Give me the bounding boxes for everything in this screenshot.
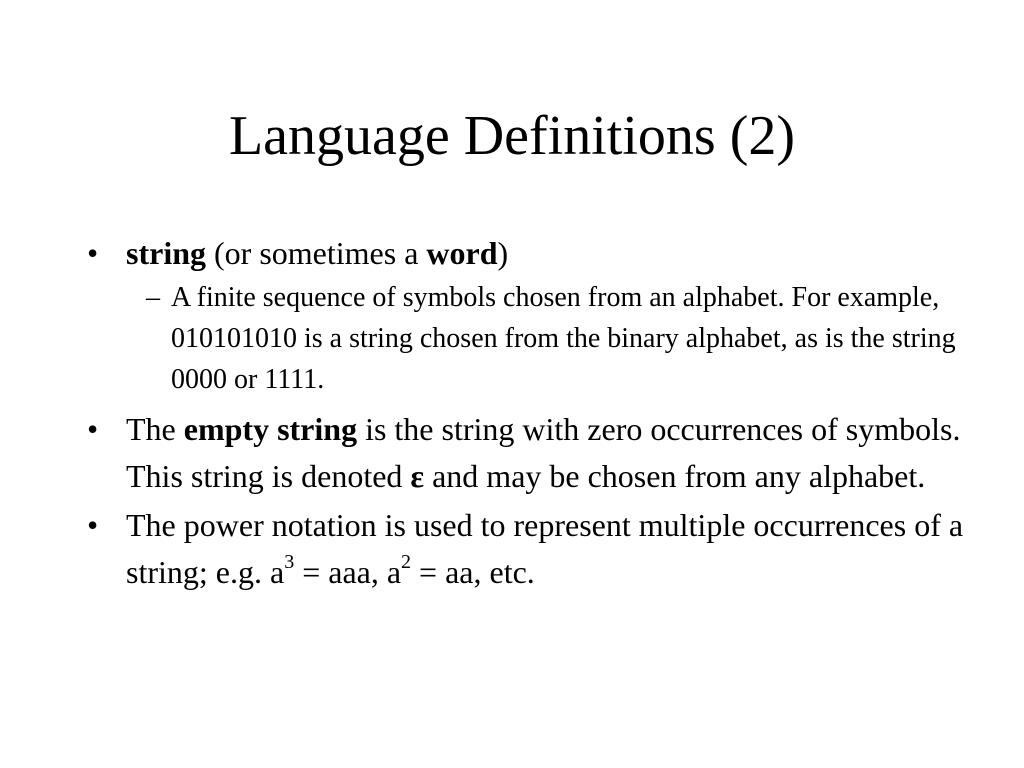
bullet-string-definition xyxy=(87,230,967,400)
bullet-empty-string xyxy=(87,406,967,500)
epsilon-symbol: ε xyxy=(410,458,425,494)
bullet-marker: • xyxy=(87,235,99,271)
bullet-list xyxy=(87,230,967,598)
exponent-3: 3 xyxy=(284,551,295,574)
bullet-text: is the string with zero occurrences of symbols. This string is denoted xyxy=(126,411,961,494)
bullet-text: and may be chosen from any alphabet. xyxy=(424,458,926,494)
bullet-power-notation xyxy=(87,502,967,596)
exponent-2: 2 xyxy=(401,551,412,574)
bullet-marker: • xyxy=(87,411,99,447)
term-string: string xyxy=(126,235,206,271)
bullet-text: ) xyxy=(497,235,509,271)
bullet-text: (or sometimes a xyxy=(206,235,427,271)
bullet-text: = aaa, a xyxy=(294,554,402,590)
bullet-marker: • xyxy=(87,507,99,543)
sub-bullet-text: A finite sequence of symbols chosen from an alphabet. For example, 010101010 is a string chosen from the binary alphabet, as is the string 0000 or 1111. xyxy=(171,282,956,395)
bullet-text: = aa, etc. xyxy=(411,554,535,590)
sub-bullet-marker: – xyxy=(146,282,160,313)
bullet-text: The xyxy=(126,411,184,447)
slide-title: Language Definitions (2) xyxy=(228,105,796,167)
sub-bullet-string-explanation xyxy=(126,277,967,400)
sub-list xyxy=(126,277,967,400)
bullet-text: The power notation is used to represent multiple occurrences of a string; e.g. a xyxy=(126,507,964,590)
term-word: word xyxy=(426,235,498,271)
term-empty-string: empty string xyxy=(183,411,358,447)
